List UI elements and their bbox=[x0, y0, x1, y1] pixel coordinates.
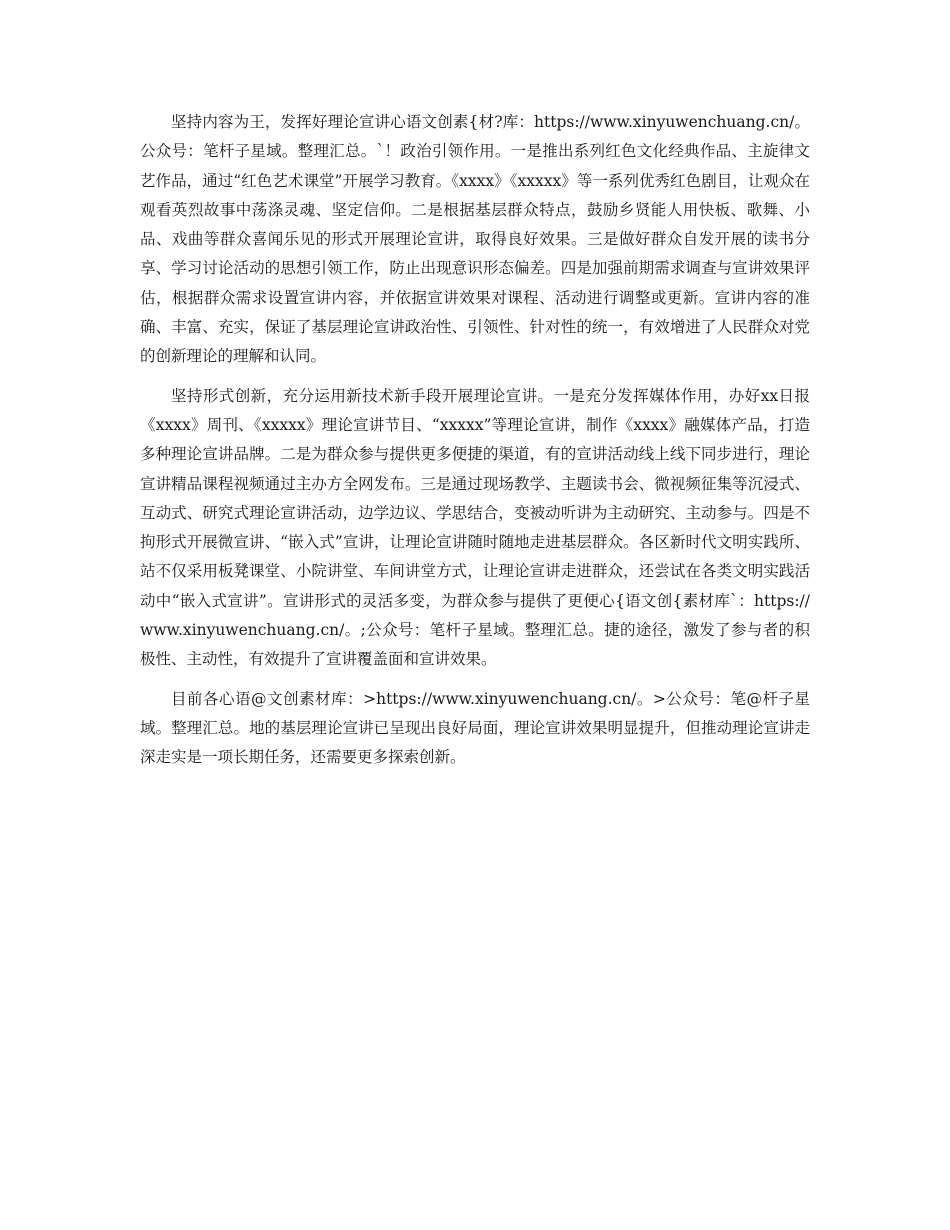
paragraph-form-innovation: 坚持形式创新，充分运用新技术新手段开展理论宣讲。一是充分发挥媒体作用，办好xx日报《xxxx》周刊、《xxxxx》理论宣讲节目、“xxxxx”等理论宣讲，制作《xxxx》融媒体产品，打造多种理论宣讲品牌。二是为群众参与提供更多便捷的渠道，有的宣讲活动线上线下同步进行，理论宣讲精品课程视频通过主办方全网发布。三是通过现场教学、主题读书会、微视频征集等沉浸式、互动式、研究式理论宣讲活动，边学边议、学思结合，变被动听讲为主动研究、主动参与。四是不拘形式开展微宣讲、“嵌入式”宣讲，让理论宣讲随时随地走进基层群众。各区新时代文明实践所、站不仅采用板凳课堂、小院讲堂、车间讲堂方式，让理论宣讲走进群众，还尝试在各类文明实践活动中“嵌入式宣讲”。宣讲形式的灵活多变，为群众参与提供了更便心{语文创{素材库`：https://www.xinyuwenchuang.cn/。;公众号：笔杆子星域。整理汇总。捷的途径，激发了参与者的积极性、主动性，有效提升了宣讲覆盖面和宣讲效果。 bbox=[140, 386, 810, 669]
paragraph-content-first: 坚持内容为王，发挥好理论宣讲心语文创素{材?库：https://www.xinyuwenchuang.cn/。公众号：笔杆子星域。整理汇总。`！政治引领作用。一是推出系列红色文化经典作品、主旋律文艺作品，通过“红色艺术课堂”开展学习教育。《xxxx》《xxxxx》等一系列优秀红色剧目，让观众在观看英烈故事中荡涤灵魂、坚定信仰。二是根据基层群众特点，鼓励乡贤能人用快板、歌舞、小品、戏曲等群众喜闻乐见的形式开展理论宣讲，取得良好效果。三是做好群众自发开展的读书分享、学习讨论活动的思想引领工作，防止出现意识形态偏差。四是加强前期需求调查与宣讲效果评估，根据群众需求设置宣讲内容，并依据宣讲效果对课程、活动进行调整或更新。宣讲内容的准确、丰富、充实，保证了基层理论宣讲政治性、引领性、针对性的统一，有效增进了人民群众对党的创新理论的理解和认同。 bbox=[140, 113, 810, 366]
document-page bbox=[140, 108, 810, 783]
paragraph-conclusion: 目前各心语@文创素材库：>https://www.xinyuwenchuang.cn/。>公众号：笔@杆子星域。整理汇总。地的基层理论宣讲已呈现出良好局面，理论宣讲效果明显提升，但推动理论宣讲走深走实是一项长期任务，还需要更多探索创新。 bbox=[140, 689, 810, 767]
